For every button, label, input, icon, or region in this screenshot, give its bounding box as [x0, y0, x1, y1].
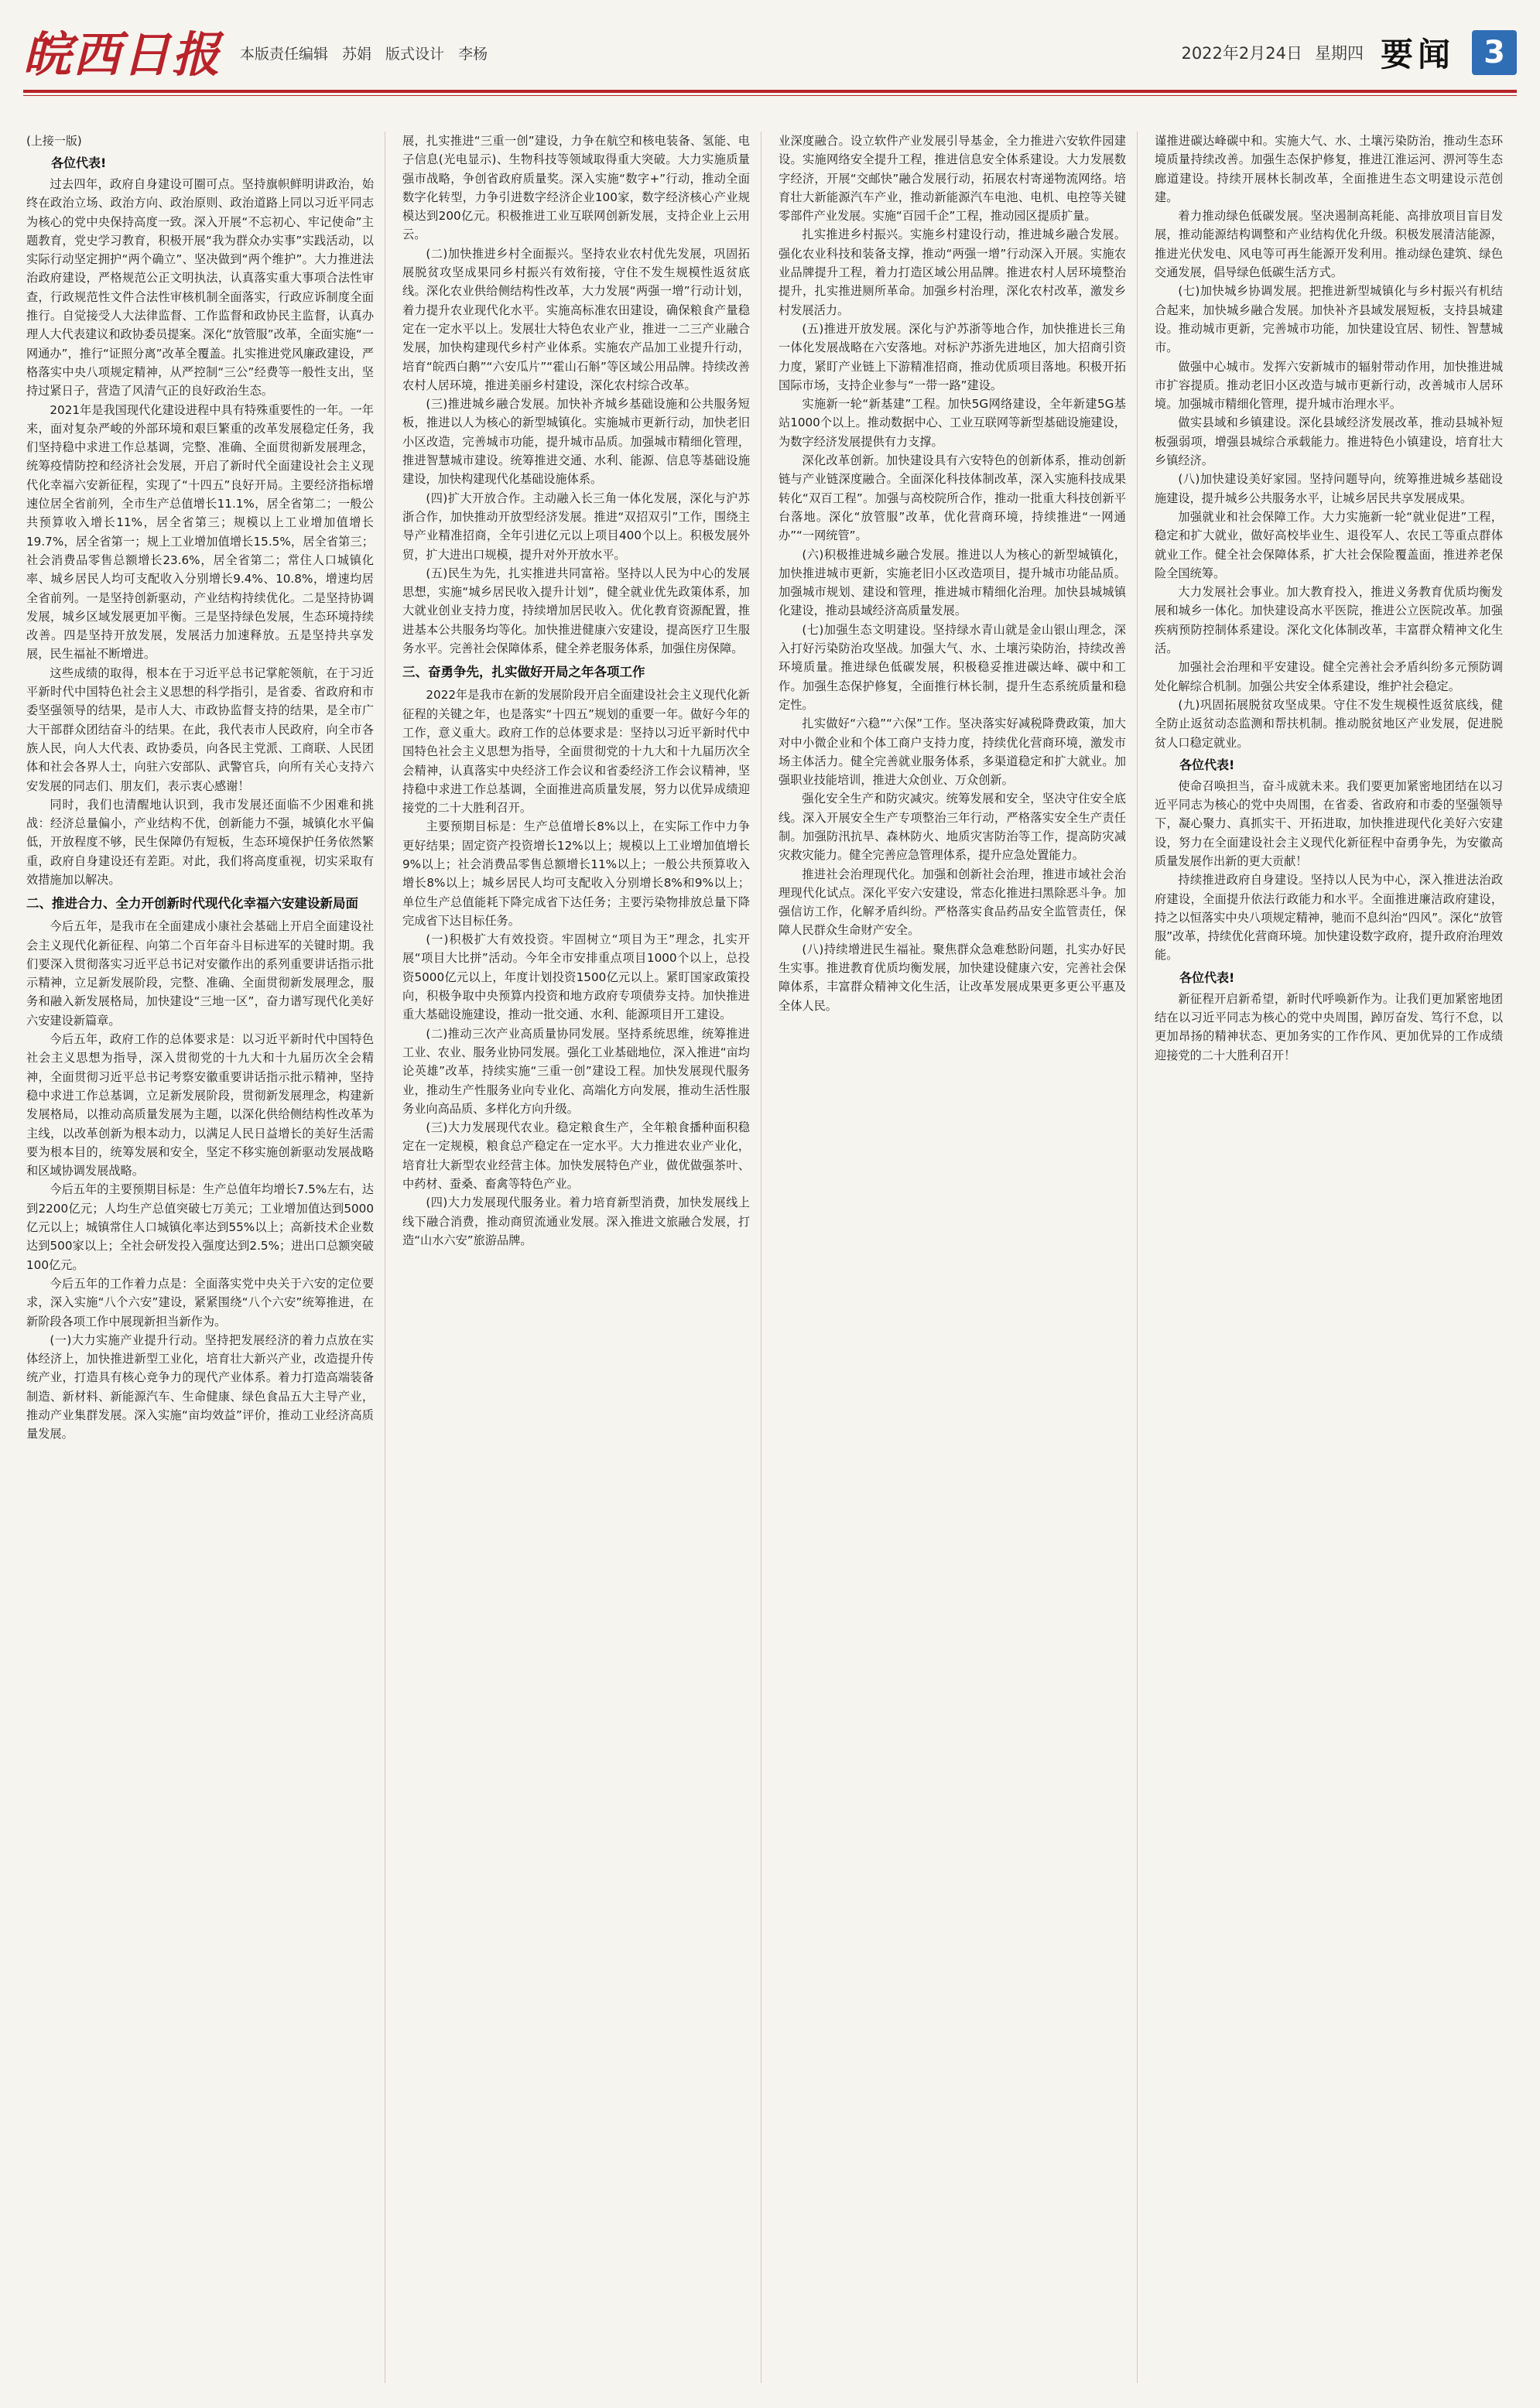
paragraph: 扎实做好“六稳”“六保”工作。坚决落实好减税降费政策，加大对中小微企业和个体工商户支持力度，持续优化营商环境，激发市场主体活力。健全完善就业服务体系，多渠道稳定和扩大就业。加强职业技能培训，推进大众创业、万众创新。 — [779, 717, 1126, 788]
editor-label: 本版责任编辑 — [240, 45, 329, 63]
paragraph: (三)大力发展现代农业。稳定粮食生产，全年粮食播种面积稳定在一定规模，粮食总产稳定在一定水平。大力推进农业产业化，培育壮大新型农业经营主体。加快发展特色产业，做优做强茶叶、中药材、蚕桑、畜禽等特色产业。 — [402, 1120, 750, 1192]
column-1 — [26, 132, 385, 2383]
article-columns — [26, 132, 1514, 2383]
paragraph: 使命召唤担当，奋斗成就未来。我们要更加紧密地团结在以习近平同志为核心的党中央周围，在省委、省政府和市委的坚强领导下，凝心聚力、真抓实干、开拓进取，加快推进现代化美好六安建设，努力在全面建设社会主义现代化新征程中奋勇争先，为安徽高质量发展作出新的更大贡献！ — [1155, 778, 1503, 868]
paragraph: (四)扩大开放合作。主动融入长三角一体化发展，深化与沪苏浙合作，加快推动开放型经济发展。推进“双招双引”工作，围绕主导产业精准招商，全年引进亿元以上项目400个以上。积极发展外贸，扩大进出口规模，提升对外开放水平。 — [402, 491, 750, 562]
paragraph: 今后五年的工作着力点是：全面落实党中央关于六安的定位要求，深入实施“八个六安”建设，紧紧围绕“八个六安”统筹推进，在新阶段各项工作中展现新担当新作为。 — [26, 1276, 374, 1329]
chapter-heading: 三、奋勇争先，扎实做好开局之年各项工作 — [402, 665, 645, 680]
paragraph: 加强社会治理和平安建设。健全完善社会矛盾纠纷多元预防调处化解综合机制。加强公共安全体系建设，维护社会稳定。 — [1155, 660, 1503, 693]
paragraph: (二)加快推进乡村全面振兴。坚持农业农村优先发展，巩固拓展脱贫攻坚成果同乡村振兴有效衔接，守住不发生规模性返贫底线。深化农业供给侧结构性改革，大力发展“两强一增”行动计划，着力提升农业现代化水平。实施高标准农田建设，确保粮食产量稳定在一定水平以上。发展壮大特色农业产业，推进一二三产业融合发展，加快构建现代乡村产业体系。实施农产品加工业提升行动，培育“皖西白鹅”“六安瓜片”“霍山石斛”等区域公用品牌。持续改善农村人居环境，推进美丽乡村建设，深化农村综合改革。 — [402, 246, 750, 392]
paragraph: 这些成绩的取得，根本在于习近平总书记掌舵领航，在于习近平新时代中国特色社会主义思想的科学指引，是省委、省政府和市委坚强领导的结果，是市人大、市政协监督支持的结果，是全市广大干部群众团结奋斗的结果。在此，我代表市人民政府，向全市各族人民，向人大代表、政协委员，向各民主党派、工商联、人民团体和社会各界人士，向驻六安部队、武警官兵，向所有关心支持六安发展的同志们、朋友们，表示衷心感谢！ — [26, 665, 374, 793]
editor-name: 苏娟 — [342, 45, 372, 63]
masthead-right — [1181, 29, 1517, 76]
paragraph: 做强中心城市。发挥六安新城市的辐射带动作用，加快推进城市扩容提质。推动老旧小区改造与城市更新行动，改善城市人居环境。加强城市精细化管理，提升城市治理水平。 — [1155, 359, 1503, 412]
paragraph: (七)加强生态文明建设。坚持绿水青山就是金山银山理念，深入打好污染防治攻坚战。加强大气、水、土壤污染防治，持续改善环境质量。推进绿色低碳发展，积极稳妥推进碳达峰、碳中和工作。加强生态保护修复，全面推行林长制，提升生态系统质量和稳定性。 — [779, 622, 1126, 712]
paragraph: 过去四年，政府自身建设可圈可点。坚持旗帜鲜明讲政治，始终在政治立场、政治方向、政治原则、政治道路上同以习近平同志为核心的党中央保持高度一致。深入开展“不忘初心、牢记使命”主题教育，党史学习教育，积极开展“我为群众办实事”实践活动，以实际行动坚定拥护“两个确立”、坚决做到“两个维护”。大力推进法治政府建设，严格规范公正文明执法，认真落实重大事项合法性审查，行政规范性文件合法性审核机制全面落实，行政应诉制度全面推行。自觉接受人大法律监督、工作监督和政协民主监督，认真办理人大代表建议和政协委员提案。深化“放管服”改革，全面实施“一网通办”，推行“证照分离”改革全覆盖。扎实推进党风廉政建设，严格落实中央八项规定精神，从严控制“三公”经费等一般性支出，坚持过紧日子，营造了风清气正的良好政治生态。 — [26, 177, 374, 398]
paragraph: (四)大力发展现代服务业。着力培育新型消费，加快发展线上线下融合消费，推动商贸流通业发展。深入推进文旅融合发展，打造“山水六安”旅游品牌。 — [402, 1195, 750, 1247]
paragraph: 展，扎实推进“三重一创”建设，力争在航空和核电装备、氢能、电子信息(光电显示)、生物科技等领域取得重大突破。大力实施质量强市战略，争创省政府质量奖。深入实施“数字+”行动，推动全面数字化转型，力争引进数字经济企业100家，数字经济核心产业规模达到200亿元。积极推进工业互联网创新发展，支持企业上云用云。 — [402, 134, 750, 242]
paragraph: 着力推动绿色低碳发展。坚决遏制高耗能、高排放项目盲目发展，推动能源结构调整和产业结构优化升级。积极发展清洁能源，推进光伏发电、风电等可再生能源开发利用。推动绿色建筑、绿色交通发展，倡导绿色低碳生活方式。 — [1155, 209, 1503, 280]
paragraph: (九)巩固拓展脱贫攻坚成果。守住不发生规模性返贫底线，健全防止返贫动态监测和帮扶机制。推动脱贫地区产业发展，促进脱贫人口稳定就业。 — [1155, 697, 1503, 750]
section-heading: 各位代表! — [1179, 970, 1235, 985]
editor-info — [240, 43, 488, 63]
paragraph: 加强就业和社会保障工作。大力实施新一轮“就业促进”工程，稳定和扩大就业，做好高校毕业生、退役军人、农民工等重点群体就业工作。健全社会保障体系，扩大社会保险覆盖面，推进养老保险全国统筹。 — [1155, 509, 1503, 580]
section-heading: 各位代表! — [51, 156, 107, 170]
paragraph: 做实县域和乡镇建设。深化县域经济发展改革，推动县城补短板强弱项，增强县城综合承载能力。推进特色小镇建设，培育壮大乡镇经济。 — [1155, 416, 1503, 468]
paragraph: (八)持续增进民生福祉。聚焦群众急难愁盼问题，扎实办好民生实事。推进教育优质均衡发展，加快建设健康六安，完善社会保障体系，丰富群众精神文化生活，让改革发展成果更多更公平惠及全体人民。 — [779, 942, 1126, 1013]
section-title: 要闻 — [1380, 36, 1455, 74]
paragraph: 2022年是我市在新的发展阶段开启全面建设社会主义现代化新征程的关键之年，也是落实“十四五”规划的重要一年。做好今年的工作，意义重大。政府工作的总体要求是：坚持以习近平新时代中国特色社会主义思想为指导，全面贯彻党的十九大和十九届历次全会精神，认真落实中央经济工作会议和省委经济工作会议精神，坚持稳中求进工作总基调，全面推进高质量发展，努力以优异成绩迎接党的二十大胜利召开。 — [402, 688, 750, 816]
header-rule-thin — [23, 95, 1517, 96]
paragraph: (一)积极扩大有效投资。牢固树立“项目为王”理念，扎实开展“项目大比拼”活动。今年全市安排重点项目1000个以上，总投资5000亿元以上，年度计划投资1500亿元以上。紧盯国家政策投向，积极争取中央预算内投资和地方政府专项债券支持。加快推进重大基础设施建设，推动一批交通、水利、能源项目开工建设。 — [402, 932, 750, 1022]
paragraph: (六)积极推进城乡融合发展。推进以人为核心的新型城镇化，加快推进城市更新，实施老旧小区改造项目，提升城市功能品质。加强城市规划、建设和管理，推进城市精细化治理。加快县城城镇化建设，推动县域经济高质量发展。 — [779, 547, 1126, 618]
newspaper-logo: 皖西日报 — [23, 26, 222, 83]
section-heading: 各位代表! — [1179, 757, 1235, 772]
paragraph: 今后五年，是我市在全面建成小康社会基础上开启全面建设社会主义现代化新征程、向第二个百年奋斗目标进军的关键时期。我们要深入贯彻落实习近平总书记对安徽作出的系列重要讲话指示批示精神，立足新发展阶段，完整、准确、全面贯彻新发展理念，服务和融入新发展格局，加快建设“三地一区”，奋力谱写现代化美好六安建设新篇章。 — [26, 919, 374, 1028]
paragraph: 今后五年，政府工作的总体要求是：以习近平新时代中国特色社会主义思想为指导，深入贯彻党的十九大和十九届历次全会精神，全面贯彻习近平总书记考察安徽重要讲话指示批示精神，坚持稳中求进工作总基调，立足新发展阶段，贯彻新发展理念，构建新发展格局，以推动高质量发展为主题，以深化供给侧结构性改革为主线，以改革创新为根本动力，以满足人民日益增长的美好生活需要为根本目的，统筹发展和安全，坚定不移实施创新驱动发展战略和区域协调发展战略。 — [26, 1032, 374, 1178]
continued-label: (上接一版) — [26, 134, 82, 148]
masthead — [23, 15, 1517, 85]
paragraph: 同时，我们也清醒地认识到，我市发展还面临不少困难和挑战：经济总量偏小，产业结构不优，创新能力不强，城镇化水平偏低，开放程度不够，民生保障仍有短板，生态环境保护任务依然繁重，政府自身建设还有差距。对此，我们将高度重视，切实采取有效措施加以解决。 — [26, 797, 374, 887]
paragraph: (一)大力实施产业提升行动。坚持把发展经济的着力点放在实体经济上，加快推进新型工业化，培育壮大新兴产业，改造提升传统产业，打造具有核心竞争力的现代产业体系。着力打造高端装备制造、新材料、新能源汽车、生命健康、绿色食品五大主导产业，推动产业集群发展。深入实施“亩均效益”评价，推动工业经济高质量发展。 — [26, 1332, 374, 1442]
paragraph: 新征程开启新希望，新时代呼唤新作为。让我们更加紧密地团结在以习近平同志为核心的党中央周围，踔厉奋发、笃行不怠，以更加昂扬的精神状态、更加务实的工作作风、更加优异的工作成绩迎接党的二十大胜利召开！ — [1155, 991, 1503, 1062]
designer-name: 李杨 — [458, 45, 488, 63]
designer-label: 版式设计 — [385, 45, 445, 63]
paragraph: 深化改革创新。加快建设具有六安特色的创新体系，推动创新链与产业链深度融合。全面深化科技体制改革，深入实施科技成果转化“双百工程”。加强与高校院所合作，推动一批重大科技创新平台落地。深化“放管服”改革，优化营商环境，持续推进“一网通办”“一网统管”。 — [779, 453, 1126, 543]
header-rule — [23, 90, 1517, 93]
paragraph: (八)加快建设美好家园。坚持问题导向，统筹推进城乡基础设施建设，提升城乡公共服务水平，让城乡居民共享发展成果。 — [1155, 472, 1503, 505]
column-2 — [402, 132, 761, 2383]
chapter-heading: 二、推进合力、全力开创新时代现代化幸福六安建设新局面 — [26, 896, 358, 912]
paragraph: (五)推进开放发展。深化与沪苏浙等地合作，加快推进长三角一体化发展战略在六安落地。对标沪苏浙先进地区，加大招商引资力度，紧盯产业链上下游精准招商，推动优质项目落地。积极开拓国际市场，支持企业参与“一带一路”建设。 — [779, 321, 1126, 392]
paragraph: (二)推动三次产业高质量协同发展。坚持系统思维，统筹推进工业、农业、服务业协同发展。强化工业基础地位，深入推进“亩均论英雄”改革，持续实施“三重一创”建设工程。加快发展现代服务业，推动生产性服务业向专业化、高端化方向发展，推动生活性服务业向高品质、多样化方向升级。 — [402, 1026, 750, 1116]
weekday-text: 星期四 — [1314, 44, 1364, 63]
paragraph: 强化安全生产和防灾减灾。统筹发展和安全，坚决守住安全底线。深入开展安全生产专项整治三年行动，严格落实安全生产责任制。加强防汛抗旱、森林防火、地质灾害防治等工作，提高防灾减灾救灾能力。健全完善应急管理体系，提升应急处置能力。 — [779, 792, 1126, 863]
paragraph: 谨推进碳达峰碳中和。实施大气、水、土壤污染防治，推动生态环境质量持续改善。加强生态保护修复，推进江淮运河、淠河等生态廊道建设。持续开展林长制改革，全面推进生态文明建设示范创建。 — [1155, 134, 1503, 204]
paragraph: 推进社会治理现代化。加强和创新社会治理，推进市域社会治理现代化试点。深化平安六安建设，常态化推进扫黑除恶斗争。加强信访工作，化解矛盾纠纷。严格落实食品药品安全监管责任，保障人民群众生命财产安全。 — [779, 867, 1126, 938]
paragraph: 大力发展社会事业。加大教育投入，推进义务教育优质均衡发展和城乡一体化。加快建设高水平医院，推进公立医院改革。加强疾病预防控制体系建设。深化文化体制改革，丰富群众精神文化生活。 — [1155, 585, 1503, 656]
page-number-badge: 3 — [1472, 30, 1517, 75]
paragraph: 2021年是我国现代化建设进程中具有特殊重要性的一年。一年来，面对复杂严峻的外部环境和艰巨繁重的改革发展稳定任务，我们坚持稳中求进工作总基调，完整、准确、全面贯彻新发展理念，统筹疫情防控和经济社会发展，开启了新时代全面建设社会主义现代化幸福六安新征程，实现了“十四五”良好开局。主要经济指标增速位居全省前列，全市生产总值增长11.1%，居全省第二；一般公共预算收入增长11%，居全省第三；规模以上工业增加值增长19.7%，居全省第一；规上工业增加值增长15.5%，居全省第三；社会消费品零售总额增长23.6%，居全省第二；常住人口城镇化率、城乡居民人均可支配收入分别增长9.4%、10.8%，增速均居全省前列。一是坚持创新驱动，产业结构持续优化。二是坚持协调发展，城乡区域发展更加平衡。三是坚持绿色发展，生态环境持续改善。四是坚持开放发展，发展活力加速释放。五是坚持共享发展，民生福祉不断增进。 — [26, 402, 374, 662]
paragraph: (七)加快城乡协调发展。把推进新型城镇化与乡村振兴有机结合起来，加快城乡融合发展。加快补齐县域发展短板，支持县城建设。推动城市更新，完善城市功能，加快建设宜居、韧性、智慧城市。 — [1155, 284, 1503, 355]
paragraph: 主要预期目标是：生产总值增长8%以上，在实际工作中力争更好结果；固定资产投资增长12%以上；规模以上工业增加值增长9%以上；社会消费品零售总额增长11%以上；一般公共预算收入增长8%以上；城乡居民人均可支配收入分别增长8%和9%以上；单位生产总值能耗下降完成省下达任务；主要污染物排放总量下降完成省下达目标任务。 — [402, 819, 750, 928]
paragraph: 持续推进政府自身建设。坚持以人民为中心，深入推进法治政府建设，全面提升依法行政能力和水平。全面推进廉洁政府建设，持之以恒落实中央八项规定精神，驰而不息纠治“四风”。深化“放管服”改革，持续优化营商环境。加快建设数字政府，提升政府治理效能。 — [1155, 873, 1503, 963]
paragraph: 扎实推进乡村振兴。实施乡村建设行动，推进城乡融合发展。强化农业科技和装备支撑，推动“两强一增”行动深入开展。实施农业品牌提升工程，着力打造区域公用品牌。推进农村人居环境整治提升，扎实推进厕所革命。加强乡村治理，深化农村改革，激发乡村发展活力。 — [779, 227, 1126, 317]
column-4 — [1155, 132, 1514, 2383]
paragraph: 实施新一轮“新基建”工程。加快5G网络建设，全年新建5G基站1000个以上。推动数据中心、工业互联网等新型基础设施建设，为数字经济发展提供有力支撑。 — [779, 397, 1126, 449]
issue-date — [1181, 41, 1364, 64]
paragraph: 业深度融合。设立软件产业发展引导基金，全力推进六安软件园建设。实施网络安全提升工程，推进信息安全体系建设。大力发展数字经济，开展“交邮快”融合发展行动，拓展农村寄递物流网络。培育壮大新能源汽车产业，推动新能源汽车电池、电机、电控等关键零部件产业发展。实施“百园千企”工程，推动园区提质扩量。 — [779, 134, 1126, 224]
paragraph: (五)民生为先，扎实推进共同富裕。坚持以人民为中心的发展思想，实施“城乡居民收入提升计划”，健全就业优先政策体系，加大就业创业支持力度，持续增加居民收入。优化教育资源配置，推进基本公共服务均等化。加快推进健康六安建设，提高医疗卫生服务水平。完善社会保障体系，健全养老服务体系，加强住房保障。 — [402, 566, 750, 656]
paragraph: (三)推进城乡融合发展。加快补齐城乡基础设施和公共服务短板，推进以人为核心的新型城镇化。实施城市更新行动，加快老旧小区改造，完善城市功能，提升城市品质。加强城市精细化管理，推进智慧城市建设。统筹推进交通、水利、能源、信息等基础设施建设，加快构建现代化基础设施体系。 — [402, 397, 750, 487]
paragraph: 今后五年的主要预期目标是：生产总值年均增长7.5%左右，达到2200亿元；人均生产总值突破七万美元；工业增加值达到5000亿元以上；城镇常住人口城镇化率达到55%以上；高新技术企业数达到500家以上；全社会研发投入强度达到2.5%；进出口总额突破100亿元。 — [26, 1182, 374, 1272]
date-text: 2022年2月24日 — [1181, 44, 1302, 63]
column-3 — [779, 132, 1138, 2383]
